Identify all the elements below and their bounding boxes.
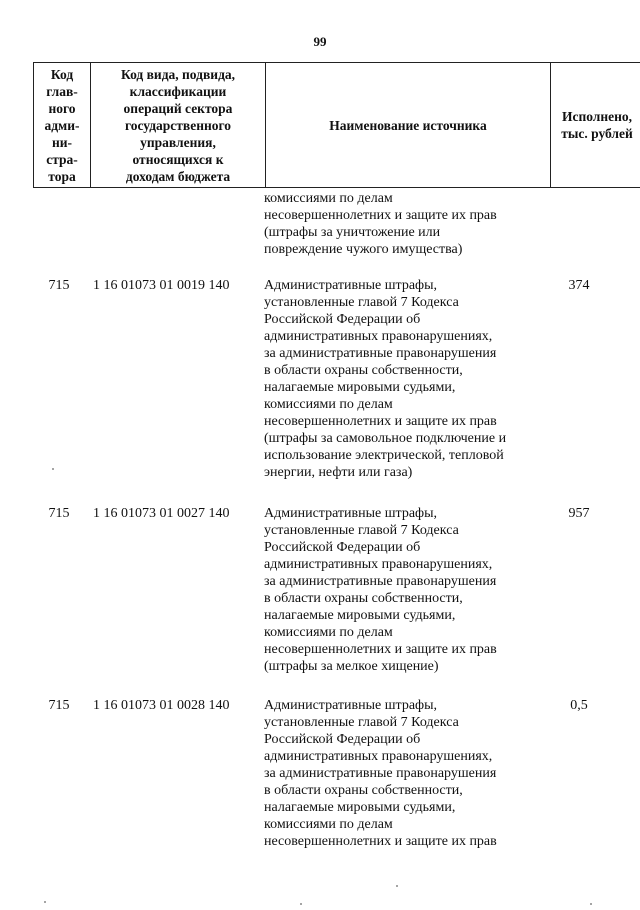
text-line: установленные главой 7 Кодекса: [264, 295, 459, 310]
header-line: тора: [48, 168, 76, 184]
header-line: относящихся к: [132, 151, 224, 167]
text-line: комиссиями по делам: [264, 397, 393, 412]
header-line: ни-: [51, 134, 73, 150]
text-line: в области охраны собственности,: [264, 363, 463, 378]
header-line: классификации: [129, 83, 227, 99]
text-line: налагаемые мировыми судьями,: [264, 608, 456, 623]
text-line: установленные главой 7 Кодекса: [264, 715, 459, 730]
text-line: несовершеннолетних и защите их прав: [264, 834, 497, 849]
text-line: (штрафы за уничтожение или: [264, 225, 441, 240]
text-line: установленные главой 7 Кодекса: [264, 523, 459, 538]
scan-speck: [300, 903, 302, 905]
text-line: комиссиями по делам: [264, 817, 393, 832]
header-source-name: [266, 63, 551, 188]
header-line: глав-: [46, 83, 78, 99]
source-name-cell: [264, 697, 544, 850]
page-number: 99: [313, 34, 327, 49]
text-line: за административные правонарушения: [264, 766, 497, 781]
classification-code-cell: 1 16 01073 01 0028 140: [93, 698, 230, 713]
text-line: Российской Федерации об: [264, 540, 421, 555]
text-line: использование электрической, тепловой: [264, 448, 504, 463]
header-executed-amount: [551, 63, 640, 188]
header-line: ного: [48, 100, 76, 116]
text-line: комиссиями по делам: [264, 625, 393, 640]
scan-speck: [44, 901, 46, 903]
text-line: несовершеннолетних и защите их прав: [264, 208, 497, 223]
header-line: стра-: [46, 151, 78, 167]
text-line: Административные штрафы,: [264, 506, 438, 521]
executed-amount-cell: 957: [568, 506, 590, 521]
executed-amount-cell: 374: [568, 278, 590, 293]
header-line: Наименование источника: [329, 117, 487, 133]
header-line: Код вида, подвида,: [120, 66, 236, 82]
header-line: Код: [50, 66, 74, 82]
text-line: повреждение чужого имущества): [264, 242, 463, 257]
header-classification-code: [91, 63, 266, 188]
executed-amount-cell: 0,5: [570, 698, 588, 713]
header-line: государственного: [124, 117, 232, 133]
header-line: Исполнено,: [561, 109, 633, 124]
classification-code-cell: 1 16 01073 01 0027 140: [93, 506, 230, 521]
header-line: управления,: [140, 134, 216, 150]
admin-code-cell: 715: [48, 506, 70, 521]
text-line: налагаемые мировыми судьями,: [264, 800, 456, 815]
text-line: Российской Федерации об: [264, 312, 421, 327]
text-line: за административные правонарушения: [264, 346, 497, 361]
text-line: за административные правонарушения: [264, 574, 497, 589]
text-line: административных правонарушениях,: [264, 329, 493, 344]
header-line: операций сектора: [123, 100, 233, 116]
header-line: тыс. рублей: [561, 126, 633, 141]
scan-speck: [52, 468, 54, 470]
admin-code-cell: 715: [48, 698, 70, 713]
text-line: Административные штрафы,: [264, 698, 438, 713]
text-line: налагаемые мировыми судьями,: [264, 380, 456, 395]
source-name-cell: [264, 505, 544, 675]
text-line: (штрафы за самовольное подключение и: [264, 431, 507, 446]
continued-source-name: [264, 190, 534, 258]
text-line: комиссиями по делам: [264, 191, 393, 206]
text-line: административных правонарушениях,: [264, 557, 493, 572]
table-header: [33, 62, 640, 188]
source-name-cell: [264, 277, 544, 481]
header-admin-code: [34, 63, 91, 188]
classification-code-cell: 1 16 01073 01 0019 140: [93, 278, 230, 293]
text-line: несовершеннолетних и защите их прав: [264, 642, 497, 657]
scan-speck: [590, 903, 592, 905]
text-line: в области охраны собственности,: [264, 591, 463, 606]
text-line: Российской Федерации об: [264, 732, 421, 747]
text-line: энергии, нефти или газа): [264, 465, 413, 480]
scan-speck: [396, 885, 398, 887]
text-line: (штрафы за мелкое хищение): [264, 659, 439, 674]
admin-code-cell: 715: [48, 278, 70, 293]
text-line: несовершеннолетних и защите их прав: [264, 414, 497, 429]
text-line: административных правонарушениях,: [264, 749, 493, 764]
text-line: в области охраны собственности,: [264, 783, 463, 798]
header-line: доходам бюджета: [125, 168, 231, 184]
header-line: адми-: [44, 117, 80, 133]
text-line: Административные штрафы,: [264, 278, 438, 293]
